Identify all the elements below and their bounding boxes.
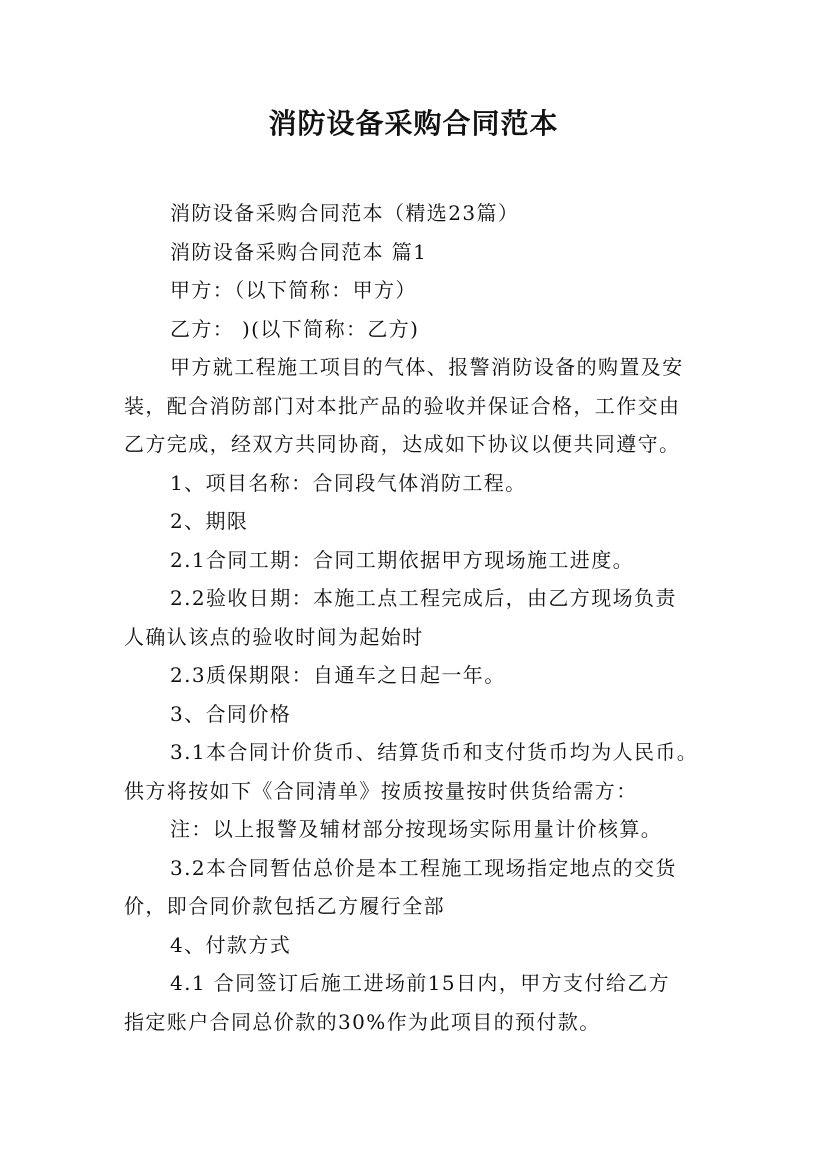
paragraph-term-2-1 [124,541,724,580]
paragraph-term-2-3 [124,656,724,695]
text-line: 4.1 合同签订后施工进场前15日内，甲方支付给乙方 [170,971,671,995]
text-line: 3、合同价格 [170,701,292,726]
text-line: 装，配合消防部门对本批产品的验收并保证合格，工作交由 [124,393,681,418]
paragraph-price-note [124,810,724,849]
paragraph-price-3-2 [124,849,724,926]
text-line: 消防设备采购合同范本（精选23篇） [170,201,520,225]
text-line: 2.2验收日期：本施工点工程完成后，由乙方现场负责 [170,586,677,610]
text-line: 1、项目名称：合同段气体消防工程。 [170,470,527,495]
paragraph-price-heading [124,695,724,734]
text-line: 甲方就工程施工项目的气体、报警消防设备的购置及安 [170,355,684,379]
paragraph-party-b [124,310,724,349]
text-line: 3.1本合同计价货币、结算货币和支付货币均为人民币。 [170,740,699,764]
paragraph-selected-heading [124,194,724,233]
text-line: 指定账户合同总价款的30%作为此项目的预付款。 [124,1009,601,1034]
paragraph-term-2-2 [124,579,724,656]
text-line: 3.2本合同暂估总价是本工程施工现场指定地点的交货 [170,855,677,880]
text-line: 人确认该点的验收时间为起始时 [124,624,424,649]
paragraph-payment-heading [124,926,724,965]
text-line: 乙方完成，经双方共同协商，达成如下协议以便共同遵守。 [124,432,681,456]
text-line: 甲方：（以下简称：甲方） [170,278,417,302]
text-line: 消防设备采购合同范本 篇1 [170,239,428,264]
text-line: 价，即合同价款包括乙方履行全部 [124,894,445,918]
paragraph-payment-4-1 [124,964,724,1041]
text-line: 乙方： )(以下简称：乙方) [170,316,420,341]
paragraph-party-a [124,271,724,310]
paragraph-intro [124,348,724,464]
paragraph-article-heading [124,233,724,272]
text-line: 供方将按如下《合同清单》按质按量按时供货给需方： [124,778,638,803]
text-line: 2.1合同工期：合同工期依据甲方现场施工进度。 [170,547,635,572]
paragraph-price-3-1 [124,733,724,810]
text-line: 4、付款方式 [170,932,292,957]
text-line: 2、期限 [170,509,249,533]
paragraph-project-name [124,464,724,503]
document-body [124,194,724,1041]
text-line: 2.3质保期限：自通车之日起一年。 [170,663,506,687]
paragraph-term-heading [124,502,724,541]
text-line: 注：以上报警及辅材部分按现场实际用量计价核算。 [170,817,663,841]
document-title: 消防设备采购合同范本 [268,107,559,140]
